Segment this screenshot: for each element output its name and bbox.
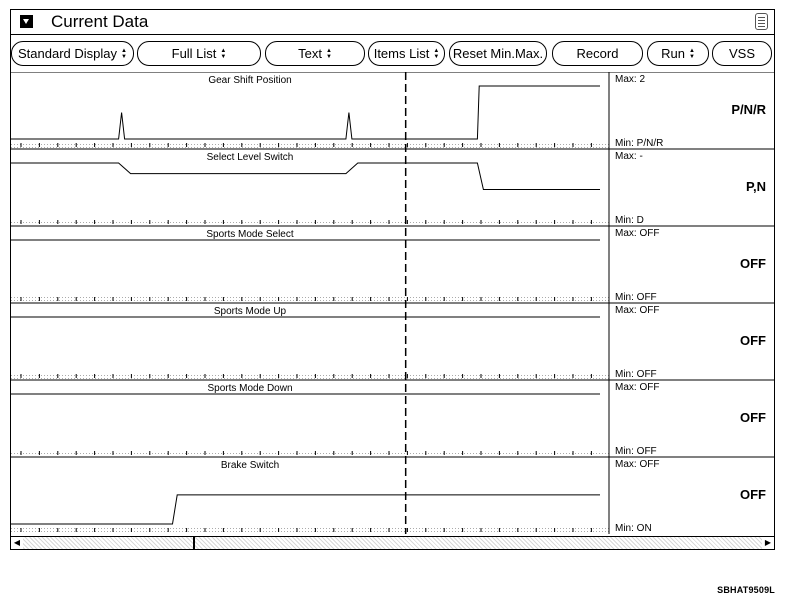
horizontal-scrollbar[interactable]: [11, 536, 774, 549]
window-title: Current Data: [51, 12, 149, 31]
menu-down-icon[interactable]: [20, 15, 33, 28]
min-value: Min: OFF: [615, 369, 657, 380]
standard-display-select[interactable]: [11, 41, 134, 66]
panel-baseline-band: [11, 451, 609, 456]
spinner-arrows-icon: [121, 48, 127, 60]
max-value: Max: -: [615, 151, 643, 162]
signal-label: Brake Switch: [220, 460, 280, 471]
button-label: Items List: [373, 46, 430, 61]
max-value: Max: OFF: [615, 228, 660, 239]
signal-trace: [11, 495, 600, 524]
spinner-down-icon: ▼: [220, 53, 227, 60]
spinner-down-icon: ▼: [688, 53, 695, 60]
min-value: Min: OFF: [615, 446, 657, 457]
spinner-down-icon: ▼: [121, 53, 127, 60]
max-value: Max: 2: [615, 74, 646, 85]
scrollbar-thumb[interactable]: [193, 537, 195, 549]
max-value: Max: OFF: [615, 459, 660, 470]
text-select[interactable]: [265, 41, 365, 66]
current-value: P,N: [746, 179, 766, 194]
spinner-up-icon: ▲: [325, 47, 332, 54]
button-label: Full List: [171, 46, 217, 61]
spinner-up-icon: ▲: [433, 47, 440, 54]
scroll-right-arrow-icon[interactable]: ▶: [762, 537, 774, 549]
figure-code: SBHAT9509L: [717, 585, 775, 595]
panel-baseline-band: [11, 528, 609, 533]
button-label: Reset Min.Max.: [452, 46, 544, 61]
button-label: Standard Display: [18, 46, 118, 61]
spinner-arrows-icon: [220, 48, 226, 60]
min-value: Min: ON: [615, 523, 652, 534]
current-value: OFF: [740, 333, 766, 348]
toolbar: [11, 41, 774, 67]
spinner-up-icon: ▲: [220, 47, 227, 54]
scroll-left-arrow-icon[interactable]: ◀: [11, 537, 23, 549]
spinner-down-icon: ▼: [325, 53, 332, 60]
spinner-up-icon: ▲: [688, 47, 695, 54]
items-list-select[interactable]: [368, 41, 445, 66]
signal-label: Sports Mode Up: [213, 306, 287, 317]
current-value: OFF: [740, 256, 766, 271]
panel-baseline-band: [11, 220, 609, 225]
title-bar: [11, 10, 774, 35]
record-button[interactable]: [552, 41, 643, 66]
spinner-arrows-icon: [433, 48, 439, 60]
data-chart: [11, 72, 774, 537]
current-value: OFF: [740, 410, 766, 425]
panel-baseline-band: [11, 143, 609, 148]
signal-label: Select Level Switch: [206, 152, 294, 163]
signal-label: Sports Mode Down: [207, 383, 293, 394]
spinner-arrows-icon: [326, 48, 332, 60]
spinner-arrows-icon: [689, 48, 695, 60]
panel-baseline-band: [11, 374, 609, 379]
button-label: Record: [576, 46, 619, 61]
reset-min-max-button[interactable]: [449, 41, 547, 66]
button-label: Text: [298, 46, 322, 61]
spinner-down-icon: ▼: [433, 53, 440, 60]
vss-button[interactable]: [712, 41, 772, 66]
current-data-window: [10, 9, 775, 550]
button-label: Run: [661, 46, 685, 61]
signal-trace: [11, 163, 600, 190]
min-value: Min: OFF: [615, 292, 657, 303]
min-value: Min: P/N/R: [615, 138, 664, 149]
run-select[interactable]: [647, 41, 709, 66]
max-value: Max: OFF: [615, 305, 660, 316]
panel-baseline-band: [11, 297, 609, 302]
list-view-icon[interactable]: [755, 13, 768, 30]
signal-label: Sports Mode Select: [206, 229, 294, 240]
current-value: OFF: [740, 487, 766, 502]
signal-label: Gear Shift Position: [208, 75, 292, 86]
button-label: VSS: [728, 46, 755, 61]
max-value: Max: OFF: [615, 382, 660, 393]
full-list-select[interactable]: [137, 41, 261, 66]
spinner-up-icon: ▲: [121, 47, 127, 54]
signal-trace: [11, 86, 600, 139]
current-value: P/N/R: [731, 102, 766, 117]
min-value: Min: D: [615, 215, 644, 226]
